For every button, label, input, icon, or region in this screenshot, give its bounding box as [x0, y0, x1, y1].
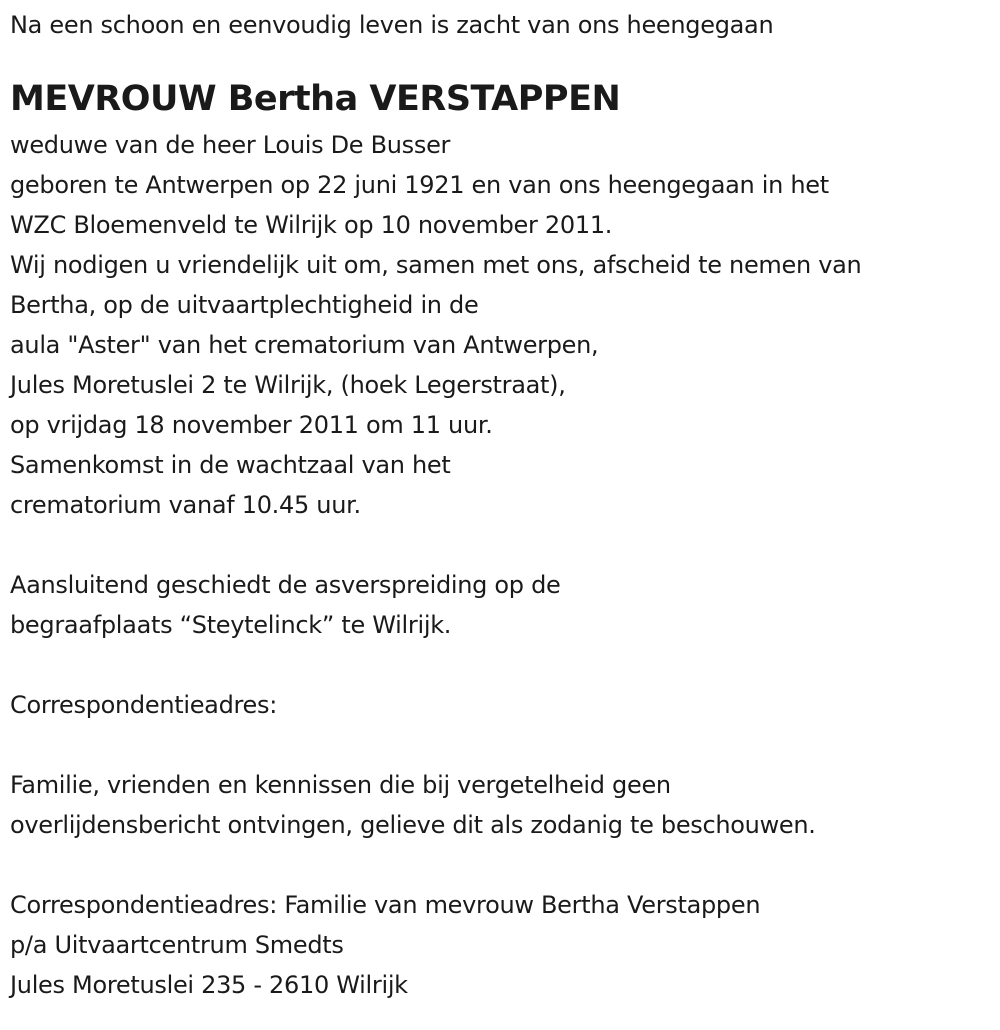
address-line: Jules Moretuslei 235 - 2610 Wilrijk: [10, 971, 408, 999]
obituary-notice: [10, 5, 995, 1005]
detail-line: geboren te Antwerpen op 22 juni 1921 en van ons heengegaan in het: [10, 171, 829, 199]
detail-line: op vrijdag 18 november 2011 om 11 uur.: [10, 411, 493, 439]
address-line: Correspondentieadres: Familie van mevrouw Bertha Verstappen: [10, 891, 761, 919]
detail-line: Wij nodigen u vriendelijk uit om, samen met ons, afscheid te nemen van: [10, 251, 862, 279]
spacer: [10, 645, 995, 685]
detail-line: weduwe van de heer Louis De Busser: [10, 131, 451, 159]
detail-line: Samenkomst in de wachtzaal van het: [10, 451, 451, 479]
address-block: [10, 885, 995, 1005]
detail-line: aula "Aster" van het crematorium van Antwerpen,: [10, 331, 599, 359]
notice-line: overlijdensbericht ontvingen, gelieve dit als zodanig te beschouwen.: [10, 811, 816, 839]
intro-line: Na een schoon en eenvoudig leven is zacht van ons heengegaan: [10, 11, 774, 39]
scattering-block: [10, 565, 995, 645]
detail-line: crematorium vanaf 10.45 uur.: [10, 491, 361, 519]
scattering-line: Aansluitend geschiedt de asverspreiding op de: [10, 571, 561, 599]
detail-line: WZC Bloemenveld te Wilrijk op 10 november 2011.: [10, 211, 613, 239]
details-block: [10, 125, 995, 525]
scattering-line: begraafplaats “Steytelinck” te Wilrijk.: [10, 611, 452, 639]
spacer: [10, 845, 995, 885]
notice-line: Familie, vrienden en kennissen die bij vergetelheid geen: [10, 771, 671, 799]
detail-line: Bertha, op de uitvaartplechtigheid in de: [10, 291, 479, 319]
notice-block: [10, 765, 995, 845]
deceased-name: MEVROUW Bertha VERSTAPPEN: [10, 79, 621, 119]
address-line: p/a Uitvaartcentrum Smedts: [10, 931, 344, 959]
detail-line: Jules Moretuslei 2 te Wilrijk, (hoek Legerstraat),: [10, 371, 566, 399]
spacer: [10, 525, 995, 565]
correspondence-label: Correspondentieadres:: [10, 691, 278, 719]
spacer: [10, 725, 995, 765]
